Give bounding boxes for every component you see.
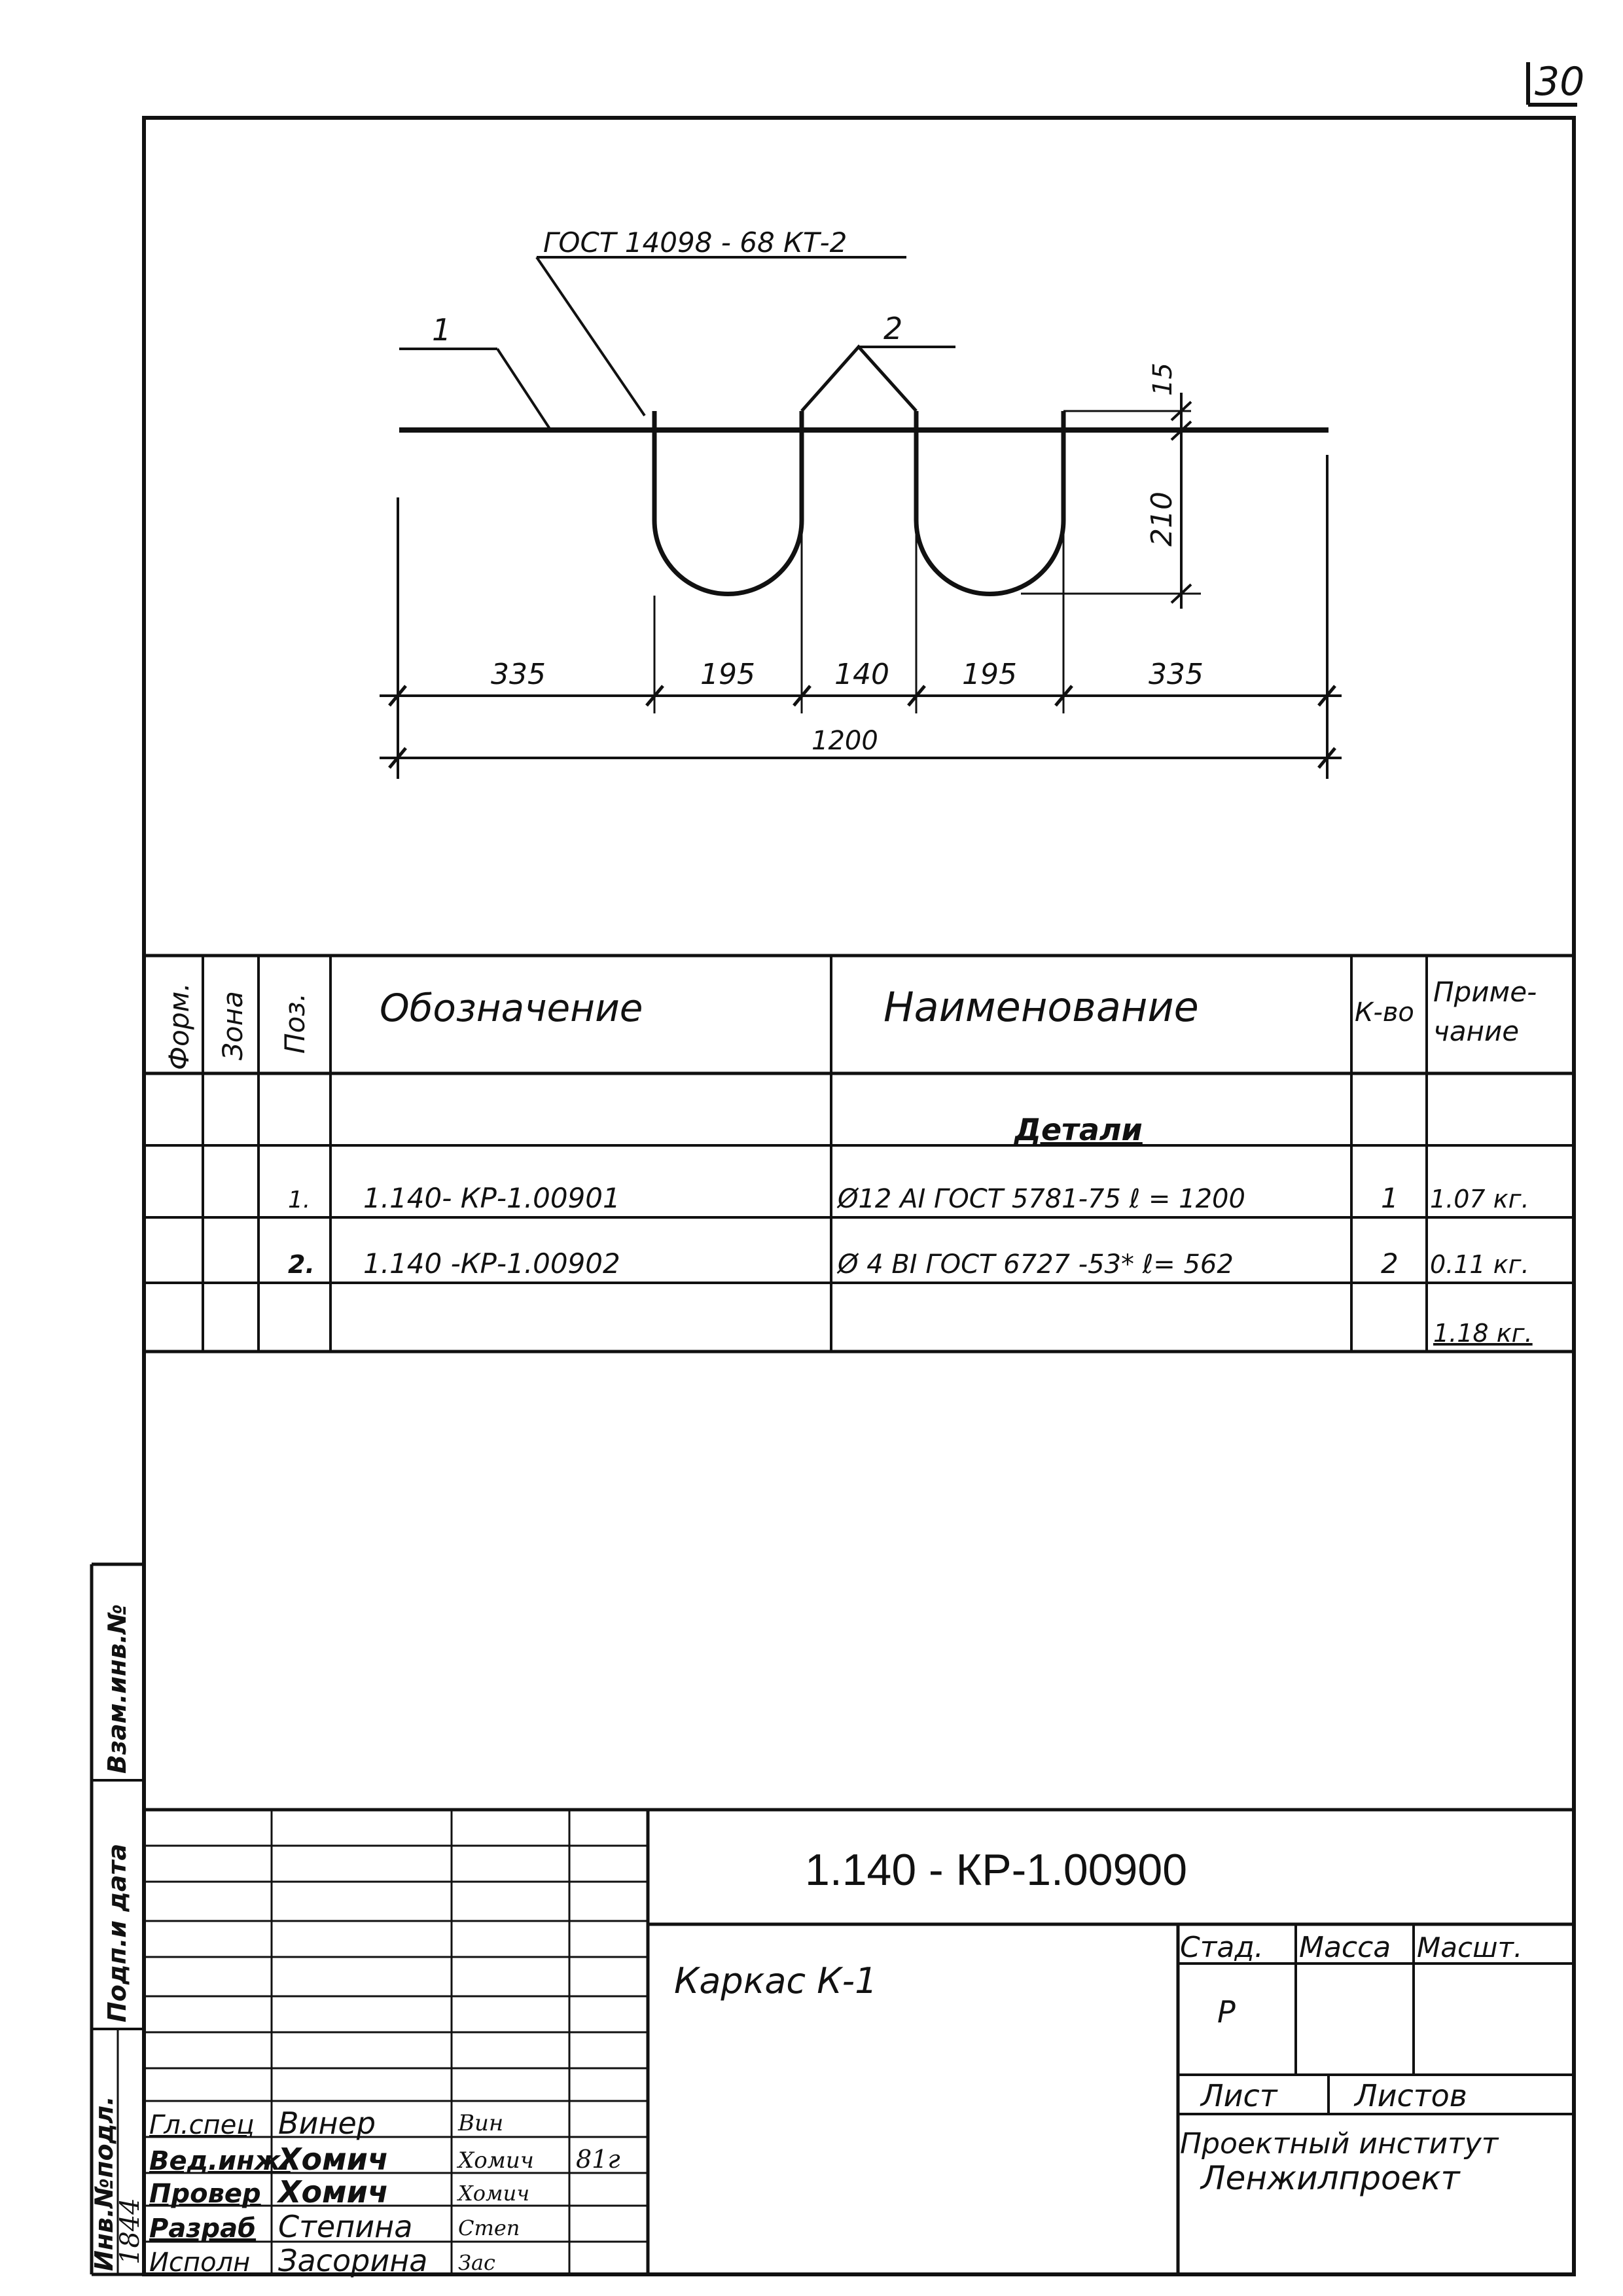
staff-name-5: Засорина xyxy=(278,2243,428,2278)
sheets-label: Листов xyxy=(1355,2078,1467,2113)
dim-195-left: 195 xyxy=(700,658,755,691)
row2-pos: 2. xyxy=(288,1250,315,1279)
staff-role-1: Гл.спец xyxy=(149,2110,255,2140)
dim-195-right: 195 xyxy=(962,658,1017,691)
u-bar-left xyxy=(654,411,802,594)
staff-name-4: Степина xyxy=(278,2209,413,2244)
row2-designation: 1.140 -КР-1.00902 xyxy=(363,1247,620,1280)
staff-role-5: Исполн xyxy=(149,2248,251,2278)
page-number: 30 xyxy=(1535,59,1585,105)
stage-value: Р xyxy=(1217,1994,1236,2030)
scale-label: Масшт. xyxy=(1417,1931,1523,1964)
staff-signature-1: Вин xyxy=(458,2110,504,2136)
staff-signature-3: Хомич xyxy=(458,2181,530,2206)
dim-1200: 1200 xyxy=(812,726,878,756)
staff-signature-5: Зас xyxy=(458,2250,495,2275)
header-name: Наименование xyxy=(883,983,1199,1031)
header-zone: Зона xyxy=(217,991,249,1060)
row1-name: Ø12 АI ГОСТ 5781-75 ℓ = 1200 xyxy=(838,1184,1245,1214)
position-1-label: 1 xyxy=(432,312,452,348)
dim-140: 140 xyxy=(834,658,889,691)
spec-table xyxy=(144,956,1574,1352)
staff-name-2: Хомич xyxy=(278,2142,389,2177)
row2-name: Ø 4 ВI ГОСТ 6727 -53* ℓ= 562 xyxy=(838,1249,1234,1280)
org-line1: Проектный институт xyxy=(1180,2127,1499,2161)
position-2-label: 2 xyxy=(883,311,903,346)
dim-210: 210 xyxy=(1145,492,1179,547)
header-note-line2: чание xyxy=(1433,1015,1520,1047)
staff-role-3: Провер xyxy=(149,2179,261,2209)
staff-signature-2: Хомич xyxy=(458,2147,534,2174)
stamp-podp-data: Подп.и дата xyxy=(103,1843,132,2022)
dim-15: 15 xyxy=(1148,363,1178,396)
u-bar-right xyxy=(916,411,1063,594)
weld-note-label: ГОСТ 14098 - 68 КТ-2 xyxy=(543,226,847,259)
stamp-inv-podl: Инв.№подл. xyxy=(90,2096,118,2271)
drawing-name: Каркас К-1 xyxy=(674,1960,878,2001)
total-mass: 1.18 кг. xyxy=(1433,1319,1533,1348)
header-note-line1: Приме- xyxy=(1433,976,1537,1008)
side-stamp xyxy=(90,1564,145,2274)
row1-pos: 1. xyxy=(288,1187,311,1213)
stamp-inv-value: 1844 xyxy=(115,2198,145,2265)
title-block xyxy=(144,1810,1574,2278)
staff-date-2: 81г xyxy=(576,2145,620,2174)
stage-label: Стад. xyxy=(1180,1931,1264,1964)
staff-role-2: Вед.инж. xyxy=(149,2146,291,2176)
staff-name-3: Хомич xyxy=(278,2174,389,2210)
stamp-vzam-inv: Взам.инв.№ xyxy=(103,1604,132,1774)
org-line2: Ленжилпроект xyxy=(1201,2159,1460,2197)
row1-designation: 1.140- КР-1.00901 xyxy=(363,1182,620,1214)
frame-drawing xyxy=(380,226,1342,779)
staff-signature-4: Степ xyxy=(458,2215,520,2240)
staff-name-1: Винер xyxy=(278,2106,376,2141)
row2-qty: 2 xyxy=(1381,1247,1399,1280)
dim-335-left: 335 xyxy=(491,658,546,691)
section-title: Детали xyxy=(1014,1112,1143,1147)
mass-label: Масса xyxy=(1299,1931,1391,1964)
staff-role-4: Разраб xyxy=(149,2214,257,2244)
row2-note: 0.11 кг. xyxy=(1430,1250,1529,1279)
header-pos: Поз. xyxy=(279,993,311,1054)
header-qty: К-во xyxy=(1355,997,1414,1028)
drawing-code: 1.140 - КР-1.00900 xyxy=(805,1845,1188,1895)
bar-connector xyxy=(802,347,916,411)
row1-note: 1.07 кг. xyxy=(1430,1185,1529,1213)
dim-335-right: 335 xyxy=(1149,658,1204,691)
row1-qty: 1 xyxy=(1381,1182,1399,1214)
header-format: Форм. xyxy=(163,982,195,1070)
header-designation: Обозначение xyxy=(380,986,643,1030)
sheet-label: Лист xyxy=(1201,2078,1277,2113)
